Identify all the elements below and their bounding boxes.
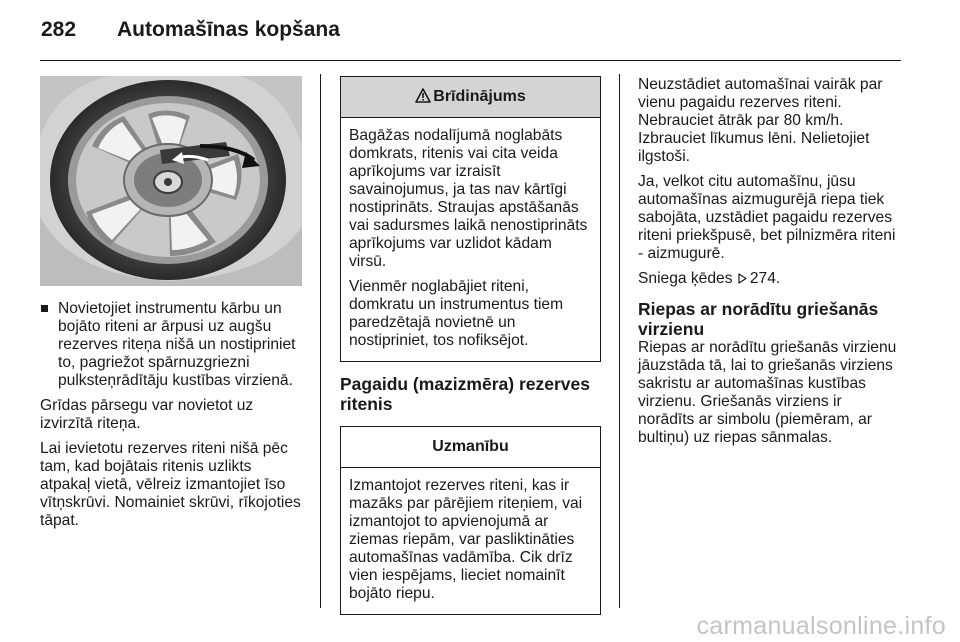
watermark: carmanualsonline.info: [696, 612, 946, 640]
column-1: [40, 76, 302, 537]
warning-box: [340, 76, 601, 362]
spare-wheel-icon: [40, 76, 302, 286]
bullet-text: Novietojiet instrumentu kārbu un bojāto riteni ar ārpusi uz augšu rezerves riteņa nišā un nostipriniet to, pagriežot spārnuzgriezni pulksteņrādītāju kustības virzienā.: [58, 300, 296, 389]
column-divider: [619, 74, 620, 608]
reference-arrow-icon[interactable]: [738, 273, 747, 284]
section-heading: Riepas ar norādītu griešanās virzienu: [638, 299, 879, 339]
warning-title: Brīdinājums: [433, 88, 526, 105]
page-title: Automašīnas kopšana: [117, 18, 340, 41]
bullet-square-icon: [41, 305, 48, 312]
cross-reference-paragraph: [638, 270, 902, 288]
cross-reference-page[interactable]: 274.: [749, 270, 781, 287]
notice-box: [340, 426, 601, 615]
warning-triangle-icon: [415, 88, 431, 103]
paragraph: Riepas ar norādītu griešanās virzienu jāuzstāda tā, lai to griešanās virziens sakristu ar automašīnas kustības virzienu. Griešanās virziens ir norādīts ar simbolu (piemēram, ar bultiņu) uz riepas sānmalas.: [638, 339, 897, 446]
paragraph: Lai ievietotu rezerves riteni nišā pēc tam, kad bojātais ritenis uzlikts atpakaļ vietā, vēlreiz izmantojiet īso vītņskrūvi. Nomainiet skrūvi, rīkojoties tāpat.: [40, 440, 301, 529]
warning-box-body: [341, 118, 600, 361]
spare-wheel-illustration: [40, 76, 302, 286]
paragraph: Neuzstādiet automašīnai vairāk par vienu pagaidu rezerves riteni. Nebrauciet ātrāk par 80 km/h. Izbrauciet līkumus lēni. Nelietojiet ilgstoši.: [638, 76, 883, 165]
warning-box-header: [341, 77, 600, 118]
warning-paragraph: Bagāžas nodalījumā noglabāts domkrats, ritenis vai cita veida aprīkojums var izraisīt savainojumus, ja tas nav kārtīgi nostiprināts. Straujas apstāšanās vai sadursmes laikā nenostiprināts aprīkojums var uzlidot kādam virsū.: [349, 127, 588, 270]
page-number: 282: [41, 18, 77, 41]
instruction-bullet: [40, 300, 302, 390]
warning-paragraph: Vienmēr noglabājiet riteni, domkratu un instrumentus tiem paredzētajā novietnē un nostipriniet, tos nofiksējot.: [349, 278, 564, 349]
paragraph: Ja, velkot citu automašīnu, jūsu automašīnas aizmugurējā riepa tiek sabojāta, uzstādiet pagaidu rezerves riteni priekšpusē, bet pilnizmēra riteni - aizmugurē.: [638, 173, 896, 262]
paragraph: Grīdas pārsegu var novietot uz izvirzītā riteņa.: [40, 397, 254, 432]
notice-box-header: [341, 427, 600, 468]
notice-title: Uzmanību: [432, 438, 509, 455]
notice-box-body: [341, 468, 600, 614]
header-rule: [40, 60, 901, 61]
section-heading: Pagaidu (mazizmēra) rezerves ritenis: [340, 374, 590, 414]
column-divider: [320, 74, 321, 608]
notice-paragraph: Izmantojot rezerves riteni, kas ir mazāks par pārējiem riteņiem, vai izmantojot to apvienojumā ar ziemas riepām, var pasliktināties automašīnas vadāmība. Cik drīz vien iespējams, lieciet nomainīt bojāto riepu.: [349, 477, 583, 602]
cross-reference-text: Sniega ķēdes: [638, 270, 737, 287]
column-2: [340, 76, 601, 615]
page-header: [41, 18, 340, 42]
column-3: [638, 76, 902, 454]
